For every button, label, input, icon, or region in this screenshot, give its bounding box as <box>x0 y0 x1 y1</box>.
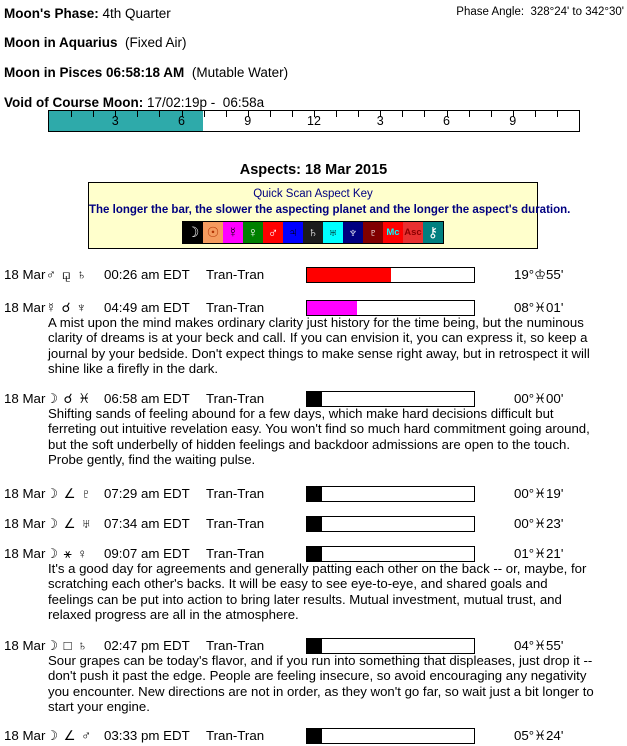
aspect-type: Tran-Tran <box>206 300 265 315</box>
aspect-duration-bar <box>306 516 475 532</box>
key-icon-strip <box>182 221 444 244</box>
aspect-interpretation: Shifting sands of feeling abound for a few days, which make hard decisions difficult but ferreting out intuitive revelation easy. You won't find so much hard commitment going around, but the soft underbelly of hidden feelings and backdoor admissions are open to the touch. Probe gently, find the waiting pulse. <box>48 406 590 468</box>
aspect-type: Tran-Tran <box>206 267 265 282</box>
voc-value: 17/02:19p - 06:58a <box>147 95 265 110</box>
aspect-interpretation: It's a good day for agreements and generally patting each other on the back -- or, maybe, for scratching each other's backs. It will be easy to see eye-to-eye, and shared goals and feelings can be put into action to bring later results. Mutual investment, mutual trust, and relaxed progress are all in the atmosphere. <box>48 561 587 623</box>
aspect-duration-fill <box>307 301 357 315</box>
aspect-time: 07:29 am EDT <box>104 486 190 501</box>
aspect-type: Tran-Tran <box>206 486 265 501</box>
aspect-degree: 19°♔55' <box>514 267 564 282</box>
aspect-duration-fill <box>307 639 322 653</box>
aspect-duration-fill <box>307 392 322 406</box>
aspect-date: 18 Mar <box>4 728 46 743</box>
aspect-type: Tran-Tran <box>206 391 265 406</box>
aspect-glyphs: ♂ ⚼ ♄ <box>46 267 88 282</box>
sun-icon: ☉ <box>203 222 223 243</box>
key-subtitle: The longer the bar, the slower the aspecting planet and the longer the aspect's duration. <box>89 204 571 216</box>
aspect-row <box>0 516 627 534</box>
moon-ingress-value: (Mutable Water) <box>191 65 289 80</box>
aspect-time: 03:33 pm EDT <box>104 728 190 743</box>
aspect-time: 09:07 am EDT <box>104 546 190 561</box>
aspect-duration-bar <box>306 391 475 407</box>
voc-hour-label: 12 <box>307 114 321 128</box>
moons-phase-line <box>4 6 171 21</box>
moon-ingress-label: Moon in Pisces 06:58:18 AM <box>4 65 185 80</box>
aspect-row <box>0 267 627 285</box>
aspect-duration-bar <box>306 728 475 744</box>
voc-hour-label: 6 <box>178 114 185 128</box>
aspect-time: 00:26 am EDT <box>104 267 190 282</box>
voc-hour-label: 9 <box>244 114 252 128</box>
neptune-icon: ♆ <box>343 222 363 243</box>
key-title: Quick Scan Aspect Key <box>253 188 373 200</box>
mercury-icon: ☿ <box>223 222 243 243</box>
aspect-degree: 04°♓55' <box>514 638 564 653</box>
venus-icon: ♀ <box>243 222 263 243</box>
ascendant-icon: Asc <box>403 222 423 243</box>
aspect-date: 18 Mar <box>4 546 46 561</box>
aspect-time: 02:47 pm EDT <box>104 638 190 653</box>
aspect-glyphs: ☽ ∠ ♅ <box>46 516 93 531</box>
moon-sign-label: Moon in Aquarius <box>4 35 118 50</box>
aspect-interpretation: A mist upon the mind makes ordinary clarity just history for the time being, but the numinous clarity of dreams is at your beck and call. If you can envision it, you can express it, so keep a journal by your bedside. Don't expect things to make sense right away, but in retrospect it will shine like a firefly in the dark. <box>48 315 590 377</box>
aspect-degree: 01°♓21' <box>514 546 564 561</box>
aspect-degree: 00°♓23' <box>514 516 564 531</box>
moon-icon: ☽ <box>183 222 203 243</box>
uranus-icon: ♅ <box>323 222 343 243</box>
aspect-date: 18 Mar <box>4 391 46 406</box>
aspect-glyphs: ☽ ∠ ♇ <box>46 486 93 501</box>
aspect-type: Tran-Tran <box>206 546 265 561</box>
aspect-glyphs: ☽ ∠ ♂ <box>46 728 93 743</box>
aspect-duration-bar <box>306 638 475 654</box>
aspect-duration-bar <box>306 486 475 502</box>
aspect-degree: 08°♓01' <box>514 300 564 315</box>
chiron-icon: ⚷ <box>423 222 443 243</box>
aspect-glyphs: ☽ ☌ ♓ <box>46 391 92 406</box>
aspect-date: 18 Mar <box>4 486 46 501</box>
quick-scan-key-box <box>88 182 571 249</box>
aspect-type: Tran-Tran <box>206 516 265 531</box>
aspect-glyphs: ☽ ⚹ ♀ <box>46 546 89 561</box>
voc-hour-label: 3 <box>111 114 119 128</box>
aspect-degree: 05°♓24' <box>514 728 564 743</box>
aspect-duration-fill <box>307 547 322 561</box>
aspect-degree: 00°♓00' <box>514 391 564 406</box>
aspect-time: 04:49 am EDT <box>104 300 190 315</box>
phase-angle: Phase Angle: 328°24' to 342°30' <box>456 6 624 18</box>
voc-hour-label: 3 <box>376 114 384 128</box>
aspect-duration-fill <box>307 517 322 531</box>
moons-phase-value: 4th Quarter <box>102 6 171 21</box>
midheaven-icon: Mc <box>383 222 403 243</box>
pluto-icon: ♇ <box>363 222 383 243</box>
aspect-duration-bar <box>306 546 475 562</box>
aspect-duration-bar <box>306 267 475 283</box>
aspect-glyphs: ☿ ☌ ♆ <box>46 300 88 315</box>
jupiter-icon: ♃ <box>283 222 303 243</box>
aspect-glyphs: ☽ □ ♄ <box>46 638 89 653</box>
aspects-title: Aspects: 18 Mar 2015 <box>239 162 388 178</box>
voc-line <box>4 95 264 110</box>
moon-sign-line <box>4 35 187 50</box>
aspect-row <box>0 728 627 746</box>
aspect-time: 07:34 am EDT <box>104 516 190 531</box>
aspect-duration-fill <box>307 487 322 501</box>
aspect-date: 18 Mar <box>4 516 46 531</box>
mars-icon: ♂ <box>263 222 283 243</box>
aspect-row <box>0 486 627 504</box>
key-icon-row <box>89 221 537 244</box>
moons-phase-label: Moon's Phase: <box>4 6 99 21</box>
aspect-duration-fill <box>307 729 322 743</box>
aspect-date: 18 Mar <box>4 638 46 653</box>
aspect-date: 18 Mar <box>4 267 46 282</box>
aspect-duration-fill <box>307 268 391 282</box>
aspect-time: 06:58 am EDT <box>104 391 190 406</box>
aspect-date: 18 Mar <box>4 300 46 315</box>
aspect-duration-bar <box>306 300 475 316</box>
aspect-interpretation: Sour grapes can be today's flavor, and if you run into something that displeases, just drop it -- don't push it past the edge. People are feeling insecure, so avoid encouraging any negativity you encounter. New directions are not in order, as they won't go far, so wait just a bit longer to start your engine. <box>48 653 594 715</box>
voc-hour-label: 9 <box>509 114 517 128</box>
voc-label: Void of Course Moon: <box>4 95 144 110</box>
saturn-icon: ♄ <box>303 222 323 243</box>
moon-ingress-line <box>4 65 288 80</box>
aspect-degree: 00°♓19' <box>514 486 564 501</box>
aspect-type: Tran-Tran <box>206 728 265 743</box>
voc-timeline-bar <box>48 110 580 132</box>
aspect-type: Tran-Tran <box>206 638 265 653</box>
moon-sign-value: (Fixed Air) <box>125 35 187 50</box>
voc-hour-label: 6 <box>443 114 450 128</box>
